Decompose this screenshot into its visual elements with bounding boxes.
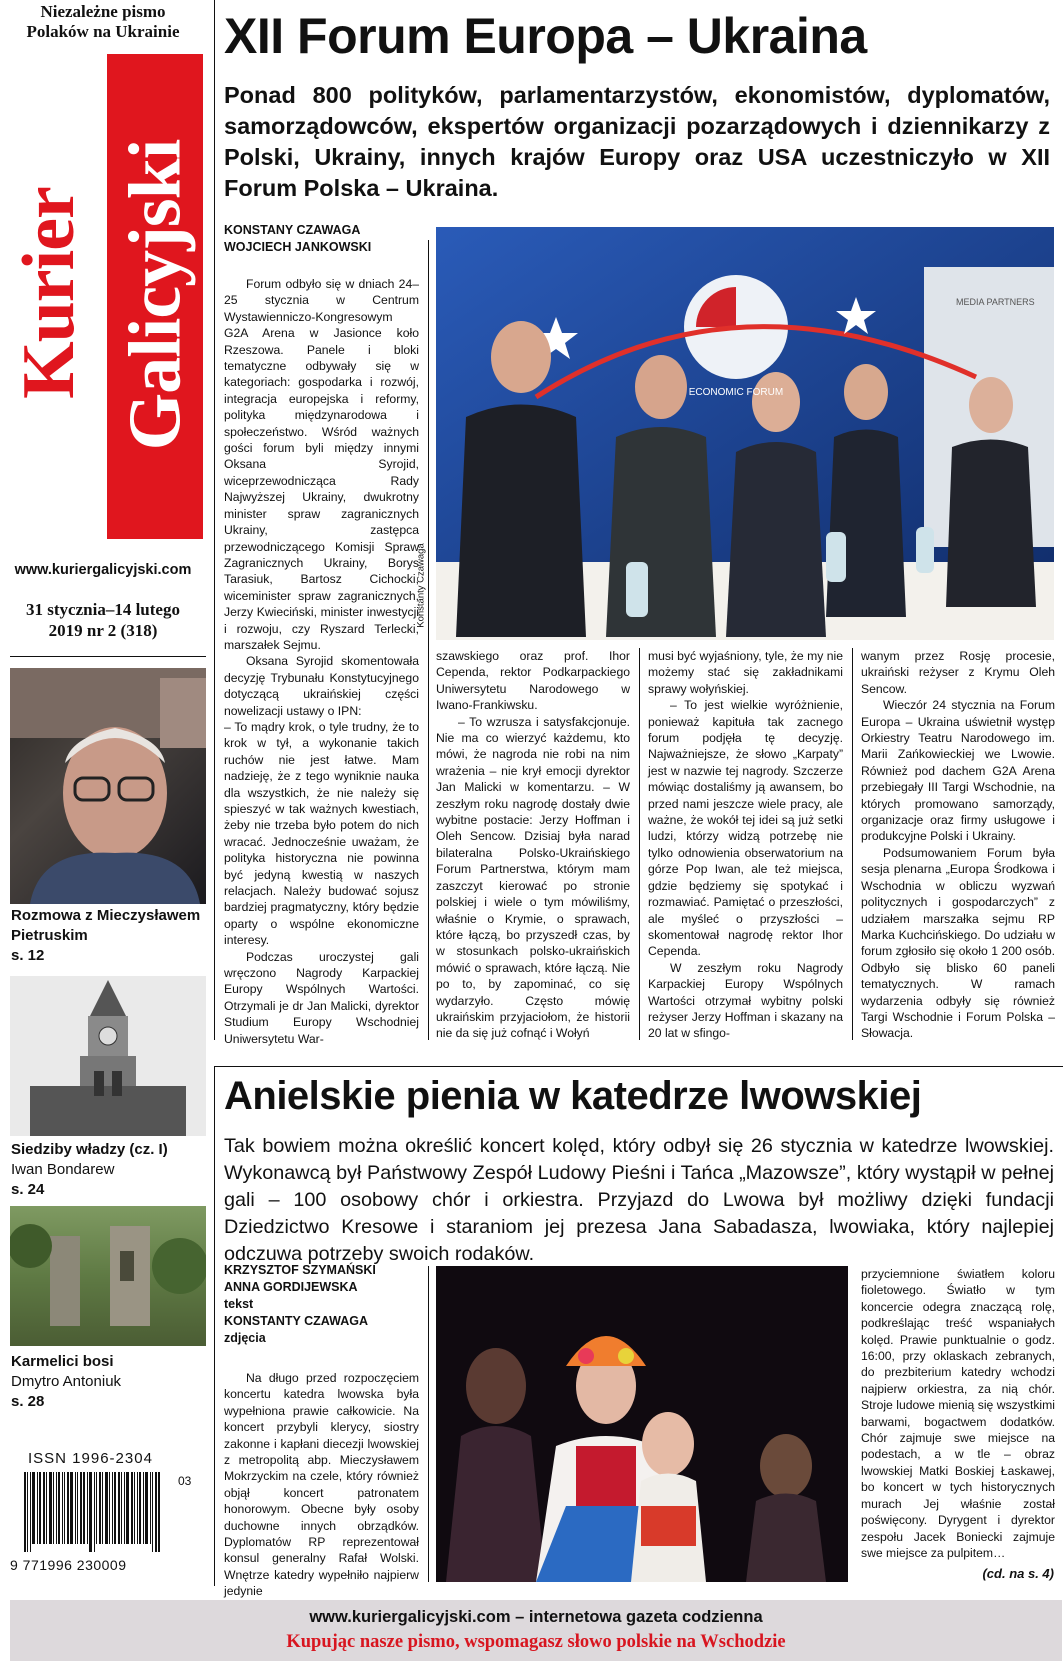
article-1-author-2: WOJCIECH JANKOWSKI [224, 240, 372, 254]
barcode-bar [150, 1472, 151, 1544]
article-2-author-3: KONSTANTY CZAWAGA [224, 1314, 368, 1328]
article-1-byline [224, 222, 424, 256]
article-2-byline [224, 1262, 424, 1347]
teaser-1-title-line-2[interactable]: Pietruskim [11, 927, 88, 944]
article-2-author-2: ANNA GORDIJEWSKA [224, 1280, 358, 1294]
article-2-author-1: KRZYSZTOF SZYMAŃSKI [224, 1263, 376, 1277]
section-rule [214, 1066, 215, 1586]
tagline-line-2: Polaków na Ukrainie [26, 22, 180, 41]
article-1-column-2 [436, 648, 630, 1042]
column-rule [852, 648, 853, 1040]
barcode-bar [32, 1472, 35, 1544]
teaser-1-title[interactable] [11, 906, 207, 966]
article-2-column-1 [224, 1370, 419, 1600]
issn: ISSN 1996-2304 [28, 1450, 153, 1467]
paragraph: Podsumowaniem Forum była sesja plenarna „Europa Środkowa i Wschodnia w obliczu wyzwań politycznych i gospodarczych” z udziałem marszałka sejmu RP Marka Kuchcińskiego. Do udziału w forum zgłosiło się około 1 200 osób. Odbyło się blisko 60 paneli tematycznych. W ramach wydarzenia odbyły się również Targi Wschodnie i Forum Polska – Słowacja. [861, 845, 1055, 1041]
barcode-bar [67, 1472, 69, 1544]
sidebar-divider [10, 656, 206, 657]
barcode-bar [121, 1472, 122, 1544]
teaser-1-photo[interactable] [10, 668, 206, 904]
barcode-bar [112, 1472, 113, 1544]
barcode-bar [83, 1472, 85, 1544]
barcode-bar [94, 1472, 95, 1552]
barcode-addon: 03 [178, 1474, 192, 1488]
paragraph: W zeszłym roku Nagrody Karpackiej Europy Wspólnych Wartości otrzymał wybitny polski reżyser Jerzy Hoffman i skazany na 20 lat w sfingo- [648, 960, 843, 1041]
paragraph: – To mądry krok, o tyle trudny, że to krok w tył, a wykonanie takich ruchów nie jest łatwe. Mam nadzieję, że z tego wyniknie nauka dla wszystkich, że nie należy się spieszyć w tak ważnych kwestiach, żeby nie trzeba było potem do nich wracać. Jednocześnie uważam, że polityka historyczna nie powinna być jedyną kwestią w naszych relacjach. Należy budować sojusz bardziej pragmatyczny, który będzie oparty o wspólne ekonomiczne interesy. [224, 719, 419, 948]
barcode-bar [56, 1472, 57, 1544]
forum-panel-photo[interactable] [436, 227, 1054, 640]
barcode-bar [131, 1472, 133, 1544]
teaser-2-title-line-1[interactable]: Siedziby władzy (cz. I) [11, 1141, 168, 1158]
paragraph: szawskiego oraz prof. Ihor Cependa, rektor Podkarpackiego Uniwersytetu Narodowego w Iwano-Frankiwsku. [436, 649, 630, 713]
column-rule [428, 1266, 429, 1582]
sidebar-rule [214, 0, 215, 1040]
barcode-bar [30, 1472, 31, 1552]
barcode-bar [105, 1472, 108, 1544]
barcode-bar [43, 1472, 45, 1544]
teaser-3-photo[interactable] [10, 1206, 206, 1346]
teaser-3-title[interactable] [11, 1352, 207, 1412]
barcode-bar [53, 1472, 54, 1544]
barcode-bar [80, 1472, 82, 1544]
logo[interactable] [0, 52, 206, 542]
forum-panel-illustration [436, 227, 1054, 640]
barcode-bar [70, 1472, 73, 1544]
tagline-line-1: Niezależne pismo [40, 2, 166, 21]
article-2-column-2 [861, 1266, 1055, 1561]
photo-credit: Konstanty Czawaga [415, 543, 427, 628]
barcode-bar [96, 1472, 97, 1544]
teaser-3-page: s. 28 [11, 1393, 45, 1410]
logo-word-galicyjski: Galicyjski [114, 139, 197, 451]
logo-word-kurier: Kurier [8, 187, 90, 399]
barcode-bar [139, 1472, 141, 1544]
forum-sign-text: ECONOMIC FORUM [688, 387, 784, 398]
barcode-bar [24, 1472, 26, 1552]
choir-photo[interactable] [436, 1266, 848, 1582]
teaser-1-page: s. 12 [11, 947, 45, 964]
paragraph: Oksana Syrojid skomentowała decyzję Trybunału Konstytucyjnego dotyczącą ukraińskiej części nowelizacji ustawy o IPN: [224, 654, 419, 718]
teaser-2-page: s. 24 [11, 1181, 45, 1198]
issue-date: 31 stycznia–14 lutego [26, 600, 180, 619]
barcode-bar [118, 1472, 120, 1544]
barcode-bar [77, 1472, 78, 1544]
footer-slogan: Kupując nasze pismo, wspomagasz słowo polskie na Wschodzie [286, 1632, 786, 1652]
barcode-bar [158, 1472, 160, 1552]
article-2-lead: Tak bowiem można określić koncert kolęd, który odbył się 26 stycznia w katedrze lwowskiej. Wykonawcą był Państwowy Zespół Ludowy Pieśni i Tańca „Mazowsze”, który wystąpił w pełnej gali – 100 osobowy chór i orkiestra. Przyjazd do Lwowa był możliwy dzięki fundacji Dziedzictwo Kresowe i staraniom jej prezesa Jana Sabadasza, lwowiaka, który najlepiej odczuwa potrzeby swoich rodaków. [224, 1135, 1054, 1265]
paragraph: Podczas uroczystej gali wręczono Nagrody Karpackiej Europy Wspólnych Wartości. Otrzymali je dr Jan Malicki, dyrektor Studium Europy Wschodniej Uniwersytetu War- [224, 949, 419, 1046]
paragraph: – To wzrusza i satysfakcjonuje. Nie ma co wierzyć każdemu, kto mówi, że nagroda nie robi na nim wrażenia – nie krył emocji dyrektor Jan Malicki w komentarzu. – W zeszłym roku nagrodę dostały dwie wybitne postacie: Jerzy Hoffman i Oleh Sencow. Dzisiaj była narad bilateralna Polsko-Ukraińskiego Forum Partnerstwa, którym mam zaszczyt kierować po stronie polskiej i wiele o tym mówiliśmy, właśnie o Krymie, o sprawach, które łączą, bo przyszedł czas, by w stosunkach polsko-ukraińskich mówić o sprawach, które łączą. Nie po to, by zapominać, co się wydarzyło. Często mówię ukraińskim przyjaciołom, że historii nie da się już cofnąć i Wołyń [436, 714, 630, 1041]
barcode-bar [99, 1472, 101, 1544]
barcode-bar [124, 1472, 125, 1544]
article-1-lead: Ponad 800 polityków, parlamentarzystów, ekonomistów, dyplomatów, samorządowców, ekspertów organizacji pozarządowych i dziennikarzy z Polski, Ukrainy, innych krajów Europy oraz USA uczestniczyło w XII Forum Polska – Ukraina. [224, 82, 1050, 201]
barcode-bar [87, 1472, 88, 1544]
barcode-number: 9 771996 230009 [10, 1557, 127, 1573]
barcode-bar [37, 1472, 38, 1544]
barcode-bar [64, 1472, 65, 1544]
article-1-column-3 [648, 648, 843, 1042]
choir-illustration [436, 1266, 848, 1582]
barcode-bar [49, 1472, 52, 1544]
barcode-bar [39, 1472, 41, 1544]
footer-bar [10, 1600, 1062, 1661]
column-rule [428, 240, 429, 1040]
teaser-2-title[interactable] [11, 1140, 207, 1200]
paragraph: – To jest wielkie wyróżnienie, ponieważ kapituła tak zacnego forum podjęła tę decyzję. Najważniejsze, że słowo „Karpaty” jest w nazwie tej nagrody. Szczerze mówiąc dostaliśmy ją awansem, bo przed nami jeszcze wiele pracy, ale ważne, że wokół tej idei są już setki ludzi, którzy widzą potrzebę nie tylko odnowienia obserwatorium na górze Pop Iwan, ale też miejsca, gdzie będziemy się spotykać i rozmawiać. Pamiętać o przeszłości, ale myśleć o przyszłości – skomentował nagrodę rektor Ihor Cependa. [648, 698, 843, 959]
ruins-illustration [10, 1206, 206, 1346]
article-2-role-2: zdjęcia [224, 1331, 266, 1345]
barcode-bar [62, 1472, 63, 1544]
teaser-3-title-line-1[interactable]: Karmelici bosi [11, 1353, 114, 1370]
paragraph: wanym przez Rosję procesie, ukraiński reżyser z Krymu Oleh Sencow. [861, 649, 1055, 696]
article-1-author-1: KONSTANY CZAWAGA [224, 223, 361, 237]
section-divider [214, 1066, 1063, 1067]
teaser-1-title-line-1[interactable]: Rozmowa z Mieczysławem [11, 907, 201, 924]
barcode-bar [109, 1472, 110, 1544]
paragraph: musi być wyjaśniony, tyle, że my nie możemy stać się zakładnikami sprawy wołyńskiej. [648, 649, 843, 696]
barcode-bar [155, 1472, 157, 1552]
barcode-bar [126, 1472, 129, 1544]
article-1-headline[interactable]: XII Forum Europa – Ukraina [224, 8, 867, 64]
barcode-bar [27, 1472, 28, 1552]
portrait-illustration [10, 668, 206, 904]
issue-number: 2019 nr 2 (318) [48, 621, 158, 640]
barcode-bar [75, 1472, 76, 1544]
column-rule [639, 648, 640, 1040]
article-1-column-1 [224, 276, 419, 1047]
tagline [0, 2, 206, 42]
teaser-3-author: Dmytro Antoniuk [11, 1373, 122, 1390]
continued-link[interactable]: (cd. na s. 4) [982, 1566, 1054, 1581]
barcode-bar [114, 1472, 116, 1544]
article-1-column-4 [861, 648, 1055, 1042]
teaser-2-photo[interactable] [10, 976, 206, 1136]
barcode-bar [46, 1472, 47, 1544]
paragraph: przyciemnione światłem koloru fioletowego. Światło w tym koncercie odegra znaczącą rolę, podkreślając treść wspaniałych kolęd. Prawie punktualnie o godz. 16:00, przy oklaskach zebranych, do prezbiterium katedry wchodzi najpierw orkiestra, za nią chór. Stroje ludowe mienią się wszystkimi barwami, bogactwem dodatków. Chór zajmuje swe miejsce na podestach, a w tle – obraz lwowskiej Matki Boskiej Łaskawej, bo koncert w tych historycznych murach Jej właśnie został poświęcony. Dyrygent i dyrektor zespołu Jacek Boniecki zajmuje swe miejsce za pulpitem… [861, 1267, 1055, 1560]
barcode-bar [58, 1472, 60, 1544]
paragraph: Na długo przed rozpoczęciem koncertu katedra lwowska była wypełniona prawie całkowicie. Na koncert przybyli klerycy, siostry zakonne i kapłani diecezji lwowskiej z metropolitą abp. Mieczysławem Mokrzyckim na czele, który również objął koncert patronatem honorowym. Obecne były osoby duchowne innych obrządków. Dyplomatów RP reprezentował konsul generalny Rafał Wolski. Wnętrze katedry wypełniło najpierw jedynie [224, 1371, 419, 1599]
paragraph: Forum odbyło się w dniach 24–25 stycznia w Centrum Wystawienniczo-Kongresowym G2A Arena w Jasionce koło Rzeszowa. Panele i bloki tematyczne odbywały się w kategoriach: gospodarka i rozwój, integracja europejska i reformy, polityka międzynarodowa i społeczeństwo. Wśród ważnych gości forum byli między innymi Oksana Syrojid, wiceprzewodnicząca Rady Najwyższej Ukrainy, dwukrotny minister spraw zagranicznych Ukrainy, zastępca przewodniczącego Komisji Spraw Zagranicznych Ukrainy, Borys Tarasiuk, Bartosz Cichocki, wiceminister spraw zagranicznych, Jerzy Kwieciński, minister inwestycji i rozwoju, czy Ryszard Terlecki, marszałek Sejmu. [224, 277, 419, 652]
article-2-role-1: tekst [224, 1297, 254, 1311]
barcode-bar [89, 1472, 92, 1552]
barcode [24, 1472, 190, 1554]
teaser-2-author: Iwan Bondarew [11, 1161, 115, 1178]
barcode-bar [134, 1472, 135, 1544]
barcode-bar [102, 1472, 103, 1544]
barcode-bar [137, 1472, 138, 1544]
footer-website-line[interactable]: www.kuriergalicyjski.com – internetowa gazeta codzienna [309, 1608, 763, 1626]
barcode-bar [143, 1472, 144, 1544]
barcode-bar [152, 1472, 153, 1552]
tower-illustration [10, 976, 206, 1136]
paragraph: Wieczór 24 stycznia na Forum Europa – Ukraina uświetnił występ Orkiestry Teatru Narodowego im. Marii Zańkowieckiej we Lwowie. Również pod dachem G2A Arena przebiegały III Targi Wschodnie, na których promowano samorządy, organizacje oraz firmy usługowe i produkcyjne Polski i Ukrainy. [861, 698, 1055, 844]
article-2-headline[interactable]: Anielskie pienia w katedrze lwowskiej [224, 1074, 922, 1118]
barcode-bar [145, 1472, 148, 1544]
media-partners-text: MEDIA PARTNERS [956, 297, 1035, 307]
masthead-website[interactable]: www.kuriergalicyjski.com [14, 562, 192, 578]
